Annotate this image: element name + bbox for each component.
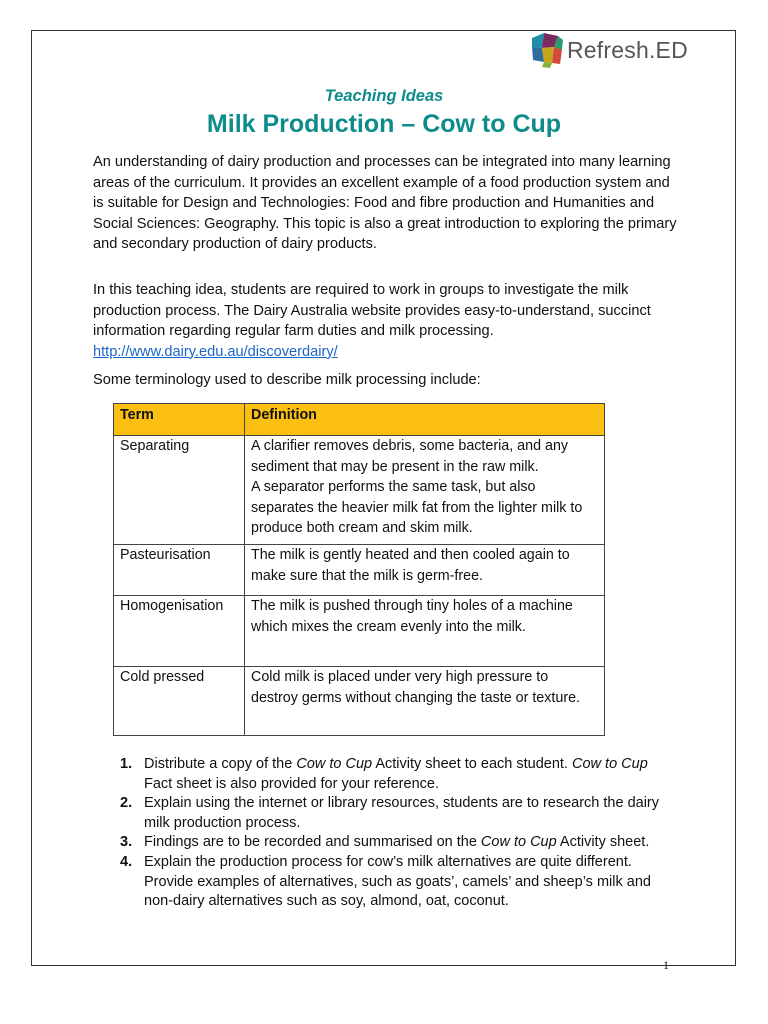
table-row (114, 545, 605, 596)
logo-text: Refresh.ED (567, 36, 688, 63)
refresh-logo-icon (530, 30, 564, 70)
terminology-intro: Some terminology used to describe milk processing include: (93, 372, 481, 388)
step-number: 2. (120, 795, 133, 812)
intro-paragraph: An understanding of dairy production and processes can be integrated into many learning areas of the curriculum. It provides an excellent example of a food production system and is suitable for Design and Technologies: Food and fibre production and Humanities and Social Sciences: Geography. This topic is also a great introduction to exploring the primary and secondary production of dairy products. (93, 154, 677, 252)
definition-cell: The milk is gently heated and then cooled again to make sure that the milk is germ-free. (245, 545, 605, 596)
page-number: 1 (663, 958, 669, 972)
definition-line: A clarifier removes debris, some bacteria, and any sediment that may be present in the raw milk. (251, 438, 569, 475)
table-header-definition: Definition (245, 404, 605, 436)
table-row (114, 667, 605, 736)
term-cell: Separating (114, 436, 245, 545)
table-header-row (114, 404, 605, 436)
table-row (114, 596, 605, 667)
list-item: 1. Distribute a copy of the Cow to Cup Activity sheet to each student. Cow to Cup Fact sheet is also provided for your reference. (120, 756, 648, 792)
table-header-term: Term (114, 404, 245, 436)
dairy-website-link[interactable]: http://www.dairy.edu.au/discoverdairy/ (93, 343, 338, 360)
list-item: 3. Findings are to be recorded and summarised on the Cow to Cup Activity sheet. (115, 833, 675, 853)
list-item: 4. Explain the production process for cow’s milk alternatives are quite different. Provide examples of alternatives, such as goats’, camels’ and sheep’s milk and non-dairy alternatives such as soy, almond, oat, coconut. (120, 853, 651, 910)
table-row (114, 436, 605, 545)
refresh-ed-logo (530, 30, 688, 70)
term-cell: Homogenisation (114, 596, 245, 667)
subtitle: Teaching Ideas (324, 87, 444, 105)
definition-cell: Cold milk is placed under very high pressure to destroy germs without changing the taste or texture. (245, 667, 605, 736)
definition-cell: The milk is pushed through tiny holes of a machine which mixes the cream evenly into the milk. (245, 596, 605, 667)
definition-line: A separator performs the same task, but also separates the heavier milk fat from the lighter milk to produce both cream and skim milk. (251, 479, 583, 536)
step-number: 1. (120, 756, 133, 772)
list-item: 2. Explain using the internet or library resources, students are to research the dairy milk production process. (120, 795, 660, 831)
term-cell: Cold pressed (114, 667, 245, 736)
page-title: Milk Production – Cow to Cup (206, 110, 562, 138)
groups-paragraph: In this teaching idea, students are required to work in groups to investigate the milk production process. The Dairy Australia website provides easy-to-understand, succinct information regarding regular farm duties and milk processing. http://www.dairy.edu.au/discoverdairy/ (93, 282, 651, 360)
definition-cell (245, 436, 605, 545)
term-cell: Pasteurisation (114, 545, 245, 596)
step-number: 4. (120, 853, 133, 870)
step-number: 3. (120, 834, 133, 851)
activity-steps (115, 755, 675, 912)
terminology-table (113, 403, 605, 736)
